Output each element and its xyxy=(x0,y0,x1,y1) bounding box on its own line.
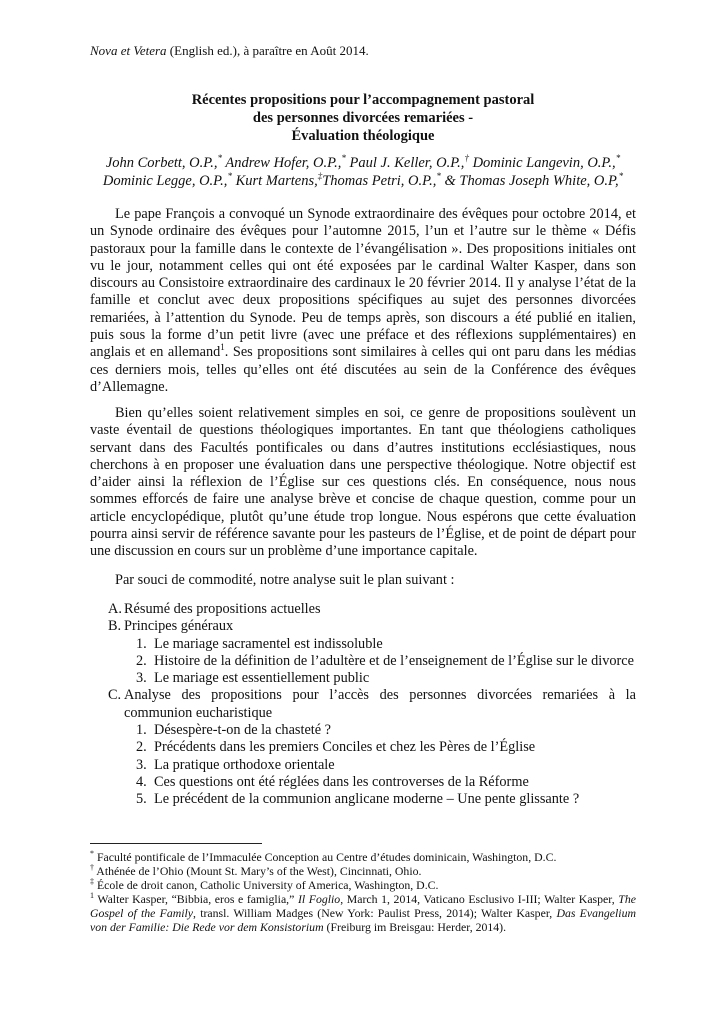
citation-title: Das Evangelium von der Familie: Die Rede vor dem Konsistorium xyxy=(90,906,636,934)
footnote-text: Faculté pontificale de l’Immaculée Conception au Centre d’études dominicain, Washington, D.C. xyxy=(94,850,557,864)
paragraph-text: . Ses propositions sont similaires à celles qui ont paru dans les médias ces derniers mois, telles qu’elles ont été discutées au sein de la Conférence des évêques d’Allemagne. xyxy=(90,344,637,395)
paragraph-text: Le pape François a convoqué un Synode extraordinaire des évêques pour octobre 2014, et un Synode ordinaire des évêques pour l’automne 2015, l’un et l’autre sur le thème « Défis pastoraux pour la famille dans le contexte de l’évangélisation ». Des propositions initiales ont vu le jour, notamment celles qui ont été exposées par le cardinal Walter Kasper, dans son discours au Consistoire extraordinaire des cardinaux le 20 février 2014. Il y analyse l’état de la famille et conclut avec deux propositions spécifiques au sujet des personnes divorcées remariées, à l’attention du Synode. Peu de temps après, son discours a été publié en italien, puis sous la forme d’un petit livre (avec une préface et des réflexions supplémentaires) en anglais et en allemand xyxy=(90,206,636,361)
author-list xyxy=(90,154,636,190)
outline-item xyxy=(90,618,636,635)
outline-subitem xyxy=(90,670,636,687)
outline-text: Le mariage sacramentel est indissoluble xyxy=(154,635,383,652)
outline-text: Précédents dans les premiers Conciles et chez les Pères de l’Église xyxy=(154,739,536,756)
running-header xyxy=(90,43,369,59)
title-line-1: Récentes propositions pour l’accompagnement pastoral xyxy=(191,92,535,108)
outline-marker: 1. xyxy=(136,722,147,739)
footnote-text: Walter Kasper, “Bibbia, eros e famiglia,” xyxy=(94,892,298,906)
outline-subitem xyxy=(90,774,636,791)
outline-marker: 5. xyxy=(136,791,147,808)
outline-marker: 1. xyxy=(136,635,147,652)
outline-marker: 3. xyxy=(136,756,147,773)
footnote-mark: † xyxy=(90,863,94,873)
outline-marker: 3. xyxy=(136,670,147,687)
affiliation-mark: * xyxy=(618,171,624,182)
outline-marker: A. xyxy=(108,601,122,617)
header-note: (English ed.), à paraître en Août 2014. xyxy=(166,43,369,58)
outline-text: Le mariage est essentiellement public xyxy=(154,670,370,687)
outline-subitem xyxy=(90,636,636,653)
affiliation-mark: * xyxy=(615,153,621,164)
citation-title: The Gospel of the Family xyxy=(90,892,636,920)
affiliation-mark: † xyxy=(464,153,469,164)
footnote-dagger xyxy=(90,864,636,878)
footnote-mark: 1 xyxy=(90,891,94,901)
outline-item xyxy=(90,687,636,722)
article-title xyxy=(90,91,636,145)
footnote-1 xyxy=(90,892,636,934)
outline-marker: 2. xyxy=(136,739,147,756)
outline-text: Le précédent de la communion anglicane moderne – Une pente glissante ? xyxy=(154,791,580,808)
footnote-text: , transl. William Madges (New York: Paulist Press, 2014); Walter Kasper, xyxy=(193,906,557,920)
outline-text: Résumé des propositions actuelles xyxy=(124,601,321,617)
footnote-ref[interactable]: 1 xyxy=(220,342,225,353)
outline-text: Désespère-t-on de la chasteté ? xyxy=(154,722,332,739)
outline-subitem xyxy=(90,739,636,756)
outline-subitem xyxy=(90,757,636,774)
affiliation-mark: * xyxy=(436,171,441,182)
footnote-star xyxy=(90,850,636,864)
outline-item xyxy=(90,601,636,618)
footnotes xyxy=(90,850,636,934)
author-name: & Thomas Joseph White, O.P, xyxy=(444,173,619,189)
footnote-double-dagger xyxy=(90,878,636,892)
outline-marker: B. xyxy=(108,618,122,635)
affiliation-mark: * xyxy=(217,153,223,164)
paragraph-plan-intro: Par souci de commodité, notre analyse suit le plan suivant : xyxy=(115,572,455,588)
author-name: John Corbett, O.P., xyxy=(105,155,218,171)
author-line-1 xyxy=(90,154,636,172)
author-line-2 xyxy=(90,172,636,190)
outline-subitem xyxy=(90,653,636,670)
outline-subitem xyxy=(90,722,636,739)
author-name: Kurt Martens, xyxy=(235,173,318,189)
paragraph-purpose: Bien qu’elles soient relativement simples en soi, ce genre de propositions soulèvent un vaste éventail de questions théologiques importantes. En tant que théologiens catholiques servant dans des Facultés pontificales ou dans d’autres institutions ecclésiastiques, nous cherchons à en proposer une évaluation dans une perspective théologique. Notre objectif est d’aider ainsi la réflexion de l’Église sur ces questions clés. En conséquence, nous nous sommes efforcés de faire une analyse brève et concise de chaque question, comme pour un article encyclopédique, plutôt qu’une étude trop longue. Nous espérons que cette évaluation pourra ainsi servir de référence savante pour les pasteurs de l’Église, et de point de départ pour une discussion en cours sur un problème d’une importance capitale. xyxy=(90,405,636,560)
author-name: Andrew Hofer, O.P., xyxy=(225,155,342,171)
title-line-3: Évaluation théologique xyxy=(291,128,435,144)
outline-text: La pratique orthodoxe orientale xyxy=(154,756,335,773)
outline-text: Principes généraux xyxy=(124,618,234,635)
affiliation-mark: * xyxy=(227,171,232,182)
author-name: Dominic Legge, O.P., xyxy=(102,173,228,189)
footnote-text: (Freiburg im Breisgau: Herder, 2014). xyxy=(323,920,507,934)
author-name: Thomas Petri, O.P., xyxy=(322,173,437,189)
outline-text: Histoire de la définition de l’adultère et de l’enseignement de l’Église sur le divorce xyxy=(154,652,634,669)
outline-subitem xyxy=(90,791,636,808)
footnote-text: , March 1, 2014, Vaticano Esclusivo I-III; Walter Kasper, xyxy=(340,892,619,906)
citation-title: Il Foglio xyxy=(297,892,341,906)
footnote-divider xyxy=(90,843,262,844)
footnote-text: Athénée de l’Ohio (Mount St. Mary’s of the West), Cincinnati, Ohio. xyxy=(94,864,422,878)
footnote-text: École de droit canon, Catholic University of America, Washington, D.C. xyxy=(94,878,439,892)
outline-text: Ces questions ont été réglées dans les controverses de la Réforme xyxy=(154,773,529,790)
footnote-mark: * xyxy=(90,849,94,859)
outline-list xyxy=(90,601,636,809)
outline-marker: 2. xyxy=(136,652,147,669)
affiliation-mark: * xyxy=(341,153,346,164)
outline-text: Analyse des propositions pour l’accès des personnes divorcées remariées à la communion eucharistique xyxy=(124,687,636,721)
footnote-mark: ‡ xyxy=(90,877,94,887)
outline-marker: C. xyxy=(108,687,122,704)
title-line-2: des personnes divorcées remariées - xyxy=(252,110,474,126)
journal-name: Nova et Vetera xyxy=(90,43,167,58)
paragraph-intro xyxy=(90,206,636,396)
author-name: Paul J. Keller, O.P., xyxy=(349,155,465,171)
affiliation-mark: ‡ xyxy=(317,171,323,182)
author-name: Dominic Langevin, O.P., xyxy=(472,155,616,171)
outline-marker: 4. xyxy=(136,773,147,790)
